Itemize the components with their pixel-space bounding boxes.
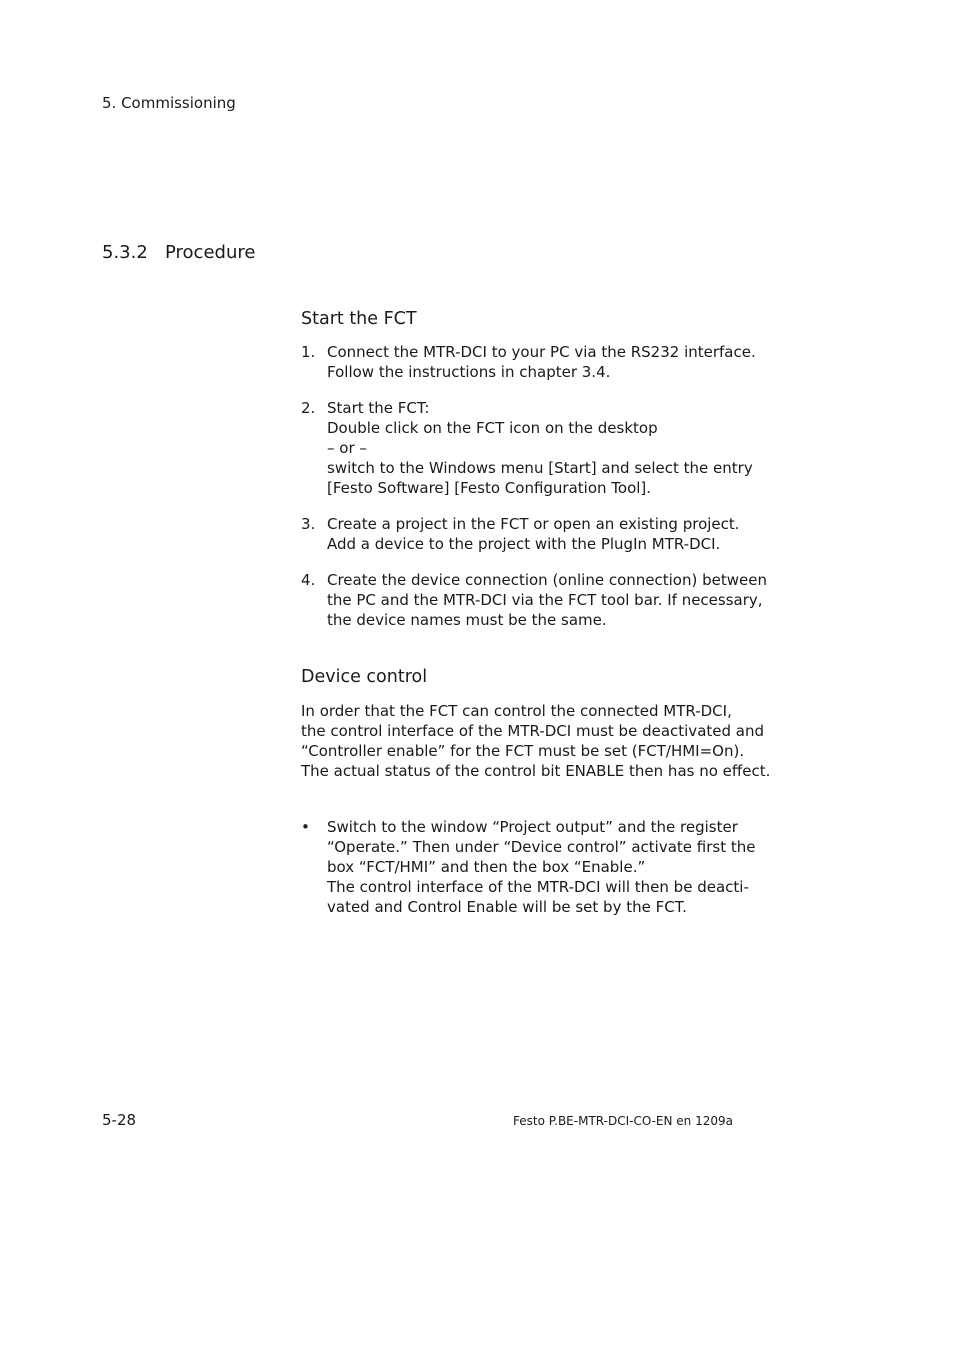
step-line: switch to the Windows menu [Start] and select the entry — [327, 459, 753, 477]
subheading-start-fct: Start the FCT — [301, 309, 417, 329]
step-line: the device names must be the same. — [327, 611, 607, 629]
step-line: Create a project in the FCT or open an existing project. — [327, 515, 740, 533]
bullet-line: box “FCT/HMI” and then the box “Enable.” — [327, 858, 646, 876]
step-2 — [301, 398, 771, 498]
bullet-line: Switch to the window “Project output” and the register — [327, 818, 738, 836]
step-number: 3. — [301, 515, 316, 533]
step-1 — [301, 342, 771, 382]
step-line: Double click on the FCT icon on the desktop — [327, 419, 658, 437]
step-line: Follow the instructions in chapter 3.4. — [327, 363, 611, 381]
step-line: Create the device connection (online connection) between — [327, 571, 767, 589]
bullet-item — [301, 817, 771, 917]
bullet-line: The control interface of the MTR-DCI will then be deacti- — [327, 878, 749, 896]
section-heading — [102, 242, 255, 263]
paragraph-line: “Controller enable” for the FCT must be set (FCT/HMI=On). — [301, 742, 745, 760]
step-4 — [301, 570, 771, 630]
step-line: Add a device to the project with the PlugIn MTR-DCI. — [327, 535, 721, 553]
step-line: Connect the MTR-DCI to your PC via the RS232 interface. — [327, 343, 756, 361]
step-number: 4. — [301, 571, 316, 589]
running-header-chapter: 5. Commissioning — [102, 94, 236, 112]
step-line: [Festo Software] [Festo Configuration Tool]. — [327, 479, 652, 497]
section-number: 5.3.2 — [102, 242, 148, 263]
step-number: 1. — [301, 343, 316, 361]
step-line: the PC and the MTR-DCI via the FCT tool bar. If necessary, — [327, 591, 763, 609]
paragraph-line: The actual status of the control bit ENABLE then has no effect. — [301, 762, 771, 780]
paragraph-line: In order that the FCT can control the connected MTR-DCI, — [301, 702, 732, 720]
step-line: Start the FCT: — [327, 399, 430, 417]
bullet-line: vated and Control Enable will be set by the FCT. — [327, 898, 687, 916]
step-3 — [301, 514, 771, 554]
bullet-line: “Operate.” Then under “Device control” activate first the — [327, 838, 756, 856]
bullet-marker: • — [301, 818, 310, 836]
step-number: 2. — [301, 399, 316, 417]
device-control-intro — [301, 701, 770, 781]
subheading-device-control: Device control — [301, 667, 428, 687]
document-id: Festo P.BE-MTR-DCI-CO-EN en 1209a — [513, 1114, 733, 1128]
paragraph-line: the control interface of the MTR-DCI must be deactivated and — [301, 722, 765, 740]
step-line: – or – — [327, 439, 367, 457]
section-title: Procedure — [165, 242, 256, 263]
page-number: 5-28 — [102, 1111, 137, 1129]
